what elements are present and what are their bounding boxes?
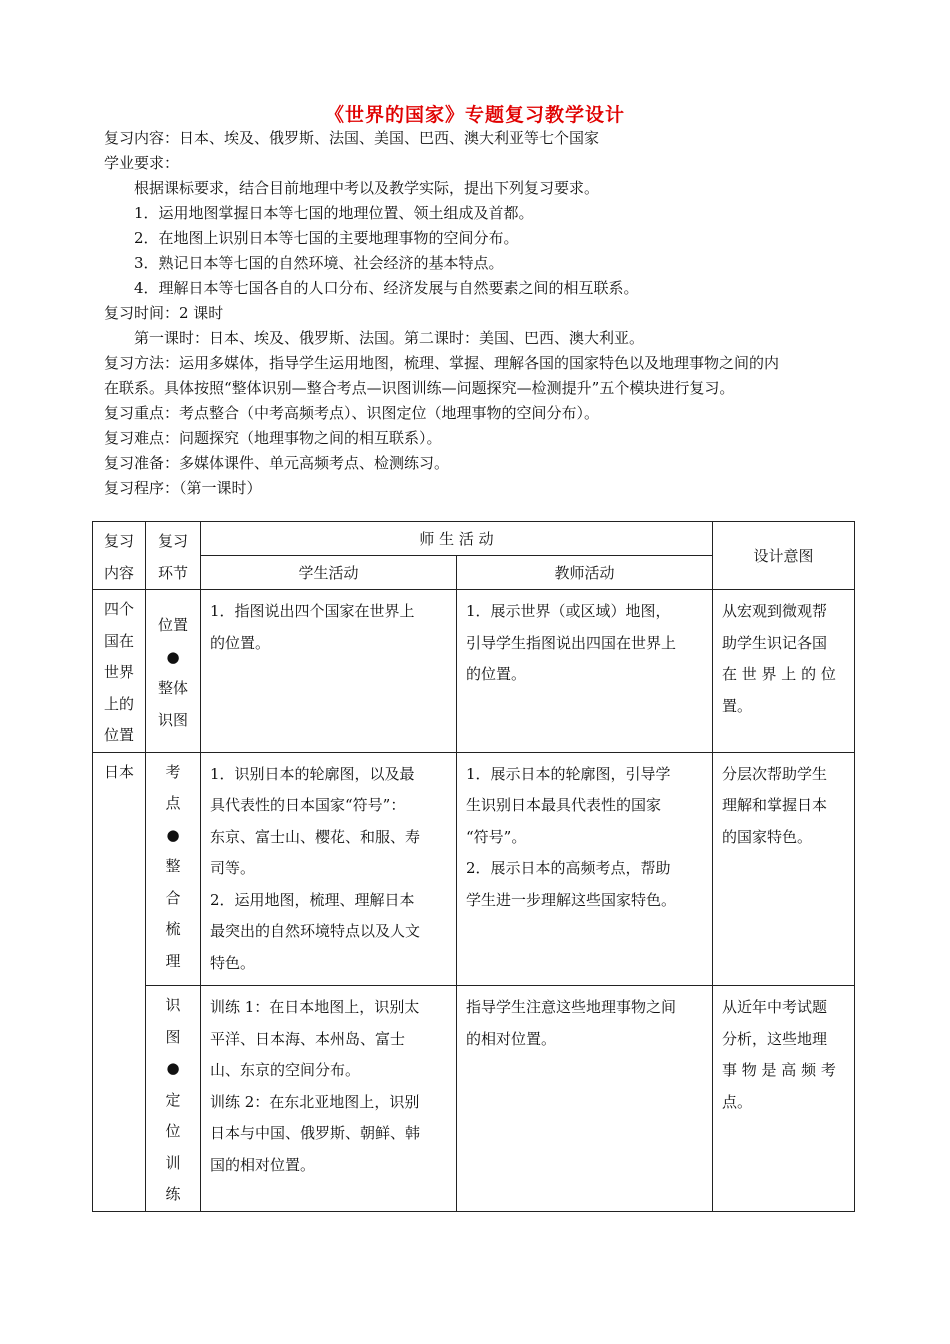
- review-time-detail: 第一课时：日本、埃及、俄罗斯、法国。第二课时：美国、巴西、澳大利亚。: [134, 329, 645, 347]
- review-time-line: 复习时间：2 课时: [104, 304, 224, 322]
- row-student-cell: 1．识别日本的轮廓图，以及最 具代表性的日本国家“符号”： 东京、富士山、樱花、和服、寿 司等。 2．运用地图，梳理、理解日本 最突出的自然环境特点以及人文 特色。: [201, 752, 457, 986]
- requirements-label: 学业要求：: [104, 154, 180, 172]
- requirements-intro: 根据课标要求，结合目前地理中考以及教学实际，提出下列复习要求。: [134, 179, 600, 197]
- review-prep-line: 复习准备：多媒体课件、单元高频考点、检测练习。: [104, 454, 450, 472]
- row-stage-cell: 考 点 ● 整 合 梳 理: [146, 752, 201, 986]
- requirement-item: 2．在地图上识别日本等七国的主要地理事物的空间分布。: [134, 229, 519, 247]
- review-key-line: 复习重点：考点整合（中考高频考点）、识图定位（地理事物的空间分布）。: [104, 404, 600, 422]
- header-stage: 复习 环节: [146, 522, 201, 590]
- row-content-cell: 四个 国在 世界 上的 位置: [93, 590, 146, 753]
- row-teacher-cell: 1．展示日本的轮廓图，引导学 生识别日本最具代表性的国家 “符号”。 2．展示日本的高频考点，帮助 学生进一步理解这些国家特色。: [457, 752, 713, 986]
- requirement-item: 4．理解日本等七国各自的人口分布、经济发展与自然要素之间的相互联系。: [134, 279, 639, 297]
- row-student-cell: 1．指图说出四个国家在世界上 的位置。: [201, 590, 457, 753]
- table-row: [93, 590, 855, 753]
- row-student-cell: 训练 1：在日本地图上，识别太 平洋、日本海、本州岛、富士 山、东京的空间分布。 训练 2：在东北亚地图上，识别 日本与中国、俄罗斯、朝鲜、韩 国的相对位置。: [201, 986, 457, 1212]
- header-activity: 师 生 活 动: [201, 522, 713, 556]
- lesson-plan-table: [92, 521, 855, 1212]
- row-content-cell: 日本: [93, 752, 146, 1211]
- row-stage-cell: 识 图 ● 定 位 训 练: [146, 986, 201, 1212]
- review-method-line: 在联系。具体按照“整体识别—整合考点—识图训练—问题探究—检测提升”五个模块进行复习。: [104, 379, 735, 397]
- row-intent-cell: 从宏观到微观帮 助学生识记各国 在 世 界 上 的 位 置。: [713, 590, 855, 753]
- review-procedure-line: 复习程序：（第一课时）: [104, 479, 262, 497]
- header-content: 复习 内容: [93, 522, 146, 590]
- review-content-line: 复习内容：日本、埃及、俄罗斯、法国、美国、巴西、澳大利亚等七个国家: [104, 129, 600, 147]
- table-row: [93, 752, 855, 986]
- table-header-row: [93, 522, 855, 556]
- review-difficulty-line: 复习难点：问题探究（地理事物之间的相互联系）。: [104, 429, 442, 447]
- header-intent: 设计意图: [713, 522, 855, 590]
- row-intent-cell: 分层次帮助学生 理解和掌握日本 的国家特色。: [713, 752, 855, 986]
- review-method-line: 复习方法：运用多媒体，指导学生运用地图，梳理、掌握、理解各国的国家特色以及地理事物之间的内: [104, 354, 780, 372]
- header-student: 学生活动: [201, 556, 457, 590]
- row-intent-cell: 从近年中考试题 分析，这些地理 事 物 是 高 频 考 点。: [713, 986, 855, 1212]
- document-title: 《世界的国家》专题复习教学设计: [324, 104, 625, 126]
- requirement-item: 3．熟记日本等七国的自然环境、社会经济的基本特点。: [134, 254, 504, 272]
- table-row: [93, 986, 855, 1212]
- header-teacher: 教师活动: [457, 556, 713, 590]
- row-stage-cell: 位置 ● 整体 识图: [146, 590, 201, 753]
- requirement-item: 1．运用地图掌握日本等七国的地理位置、领土组成及首都。: [134, 204, 534, 222]
- row-teacher-cell: 1．展示世界（或区域）地图， 引导学生指图说出四国在世界上 的位置。: [457, 590, 713, 753]
- row-teacher-cell: 指导学生注意这些地理事物之间 的相对位置。: [457, 986, 713, 1212]
